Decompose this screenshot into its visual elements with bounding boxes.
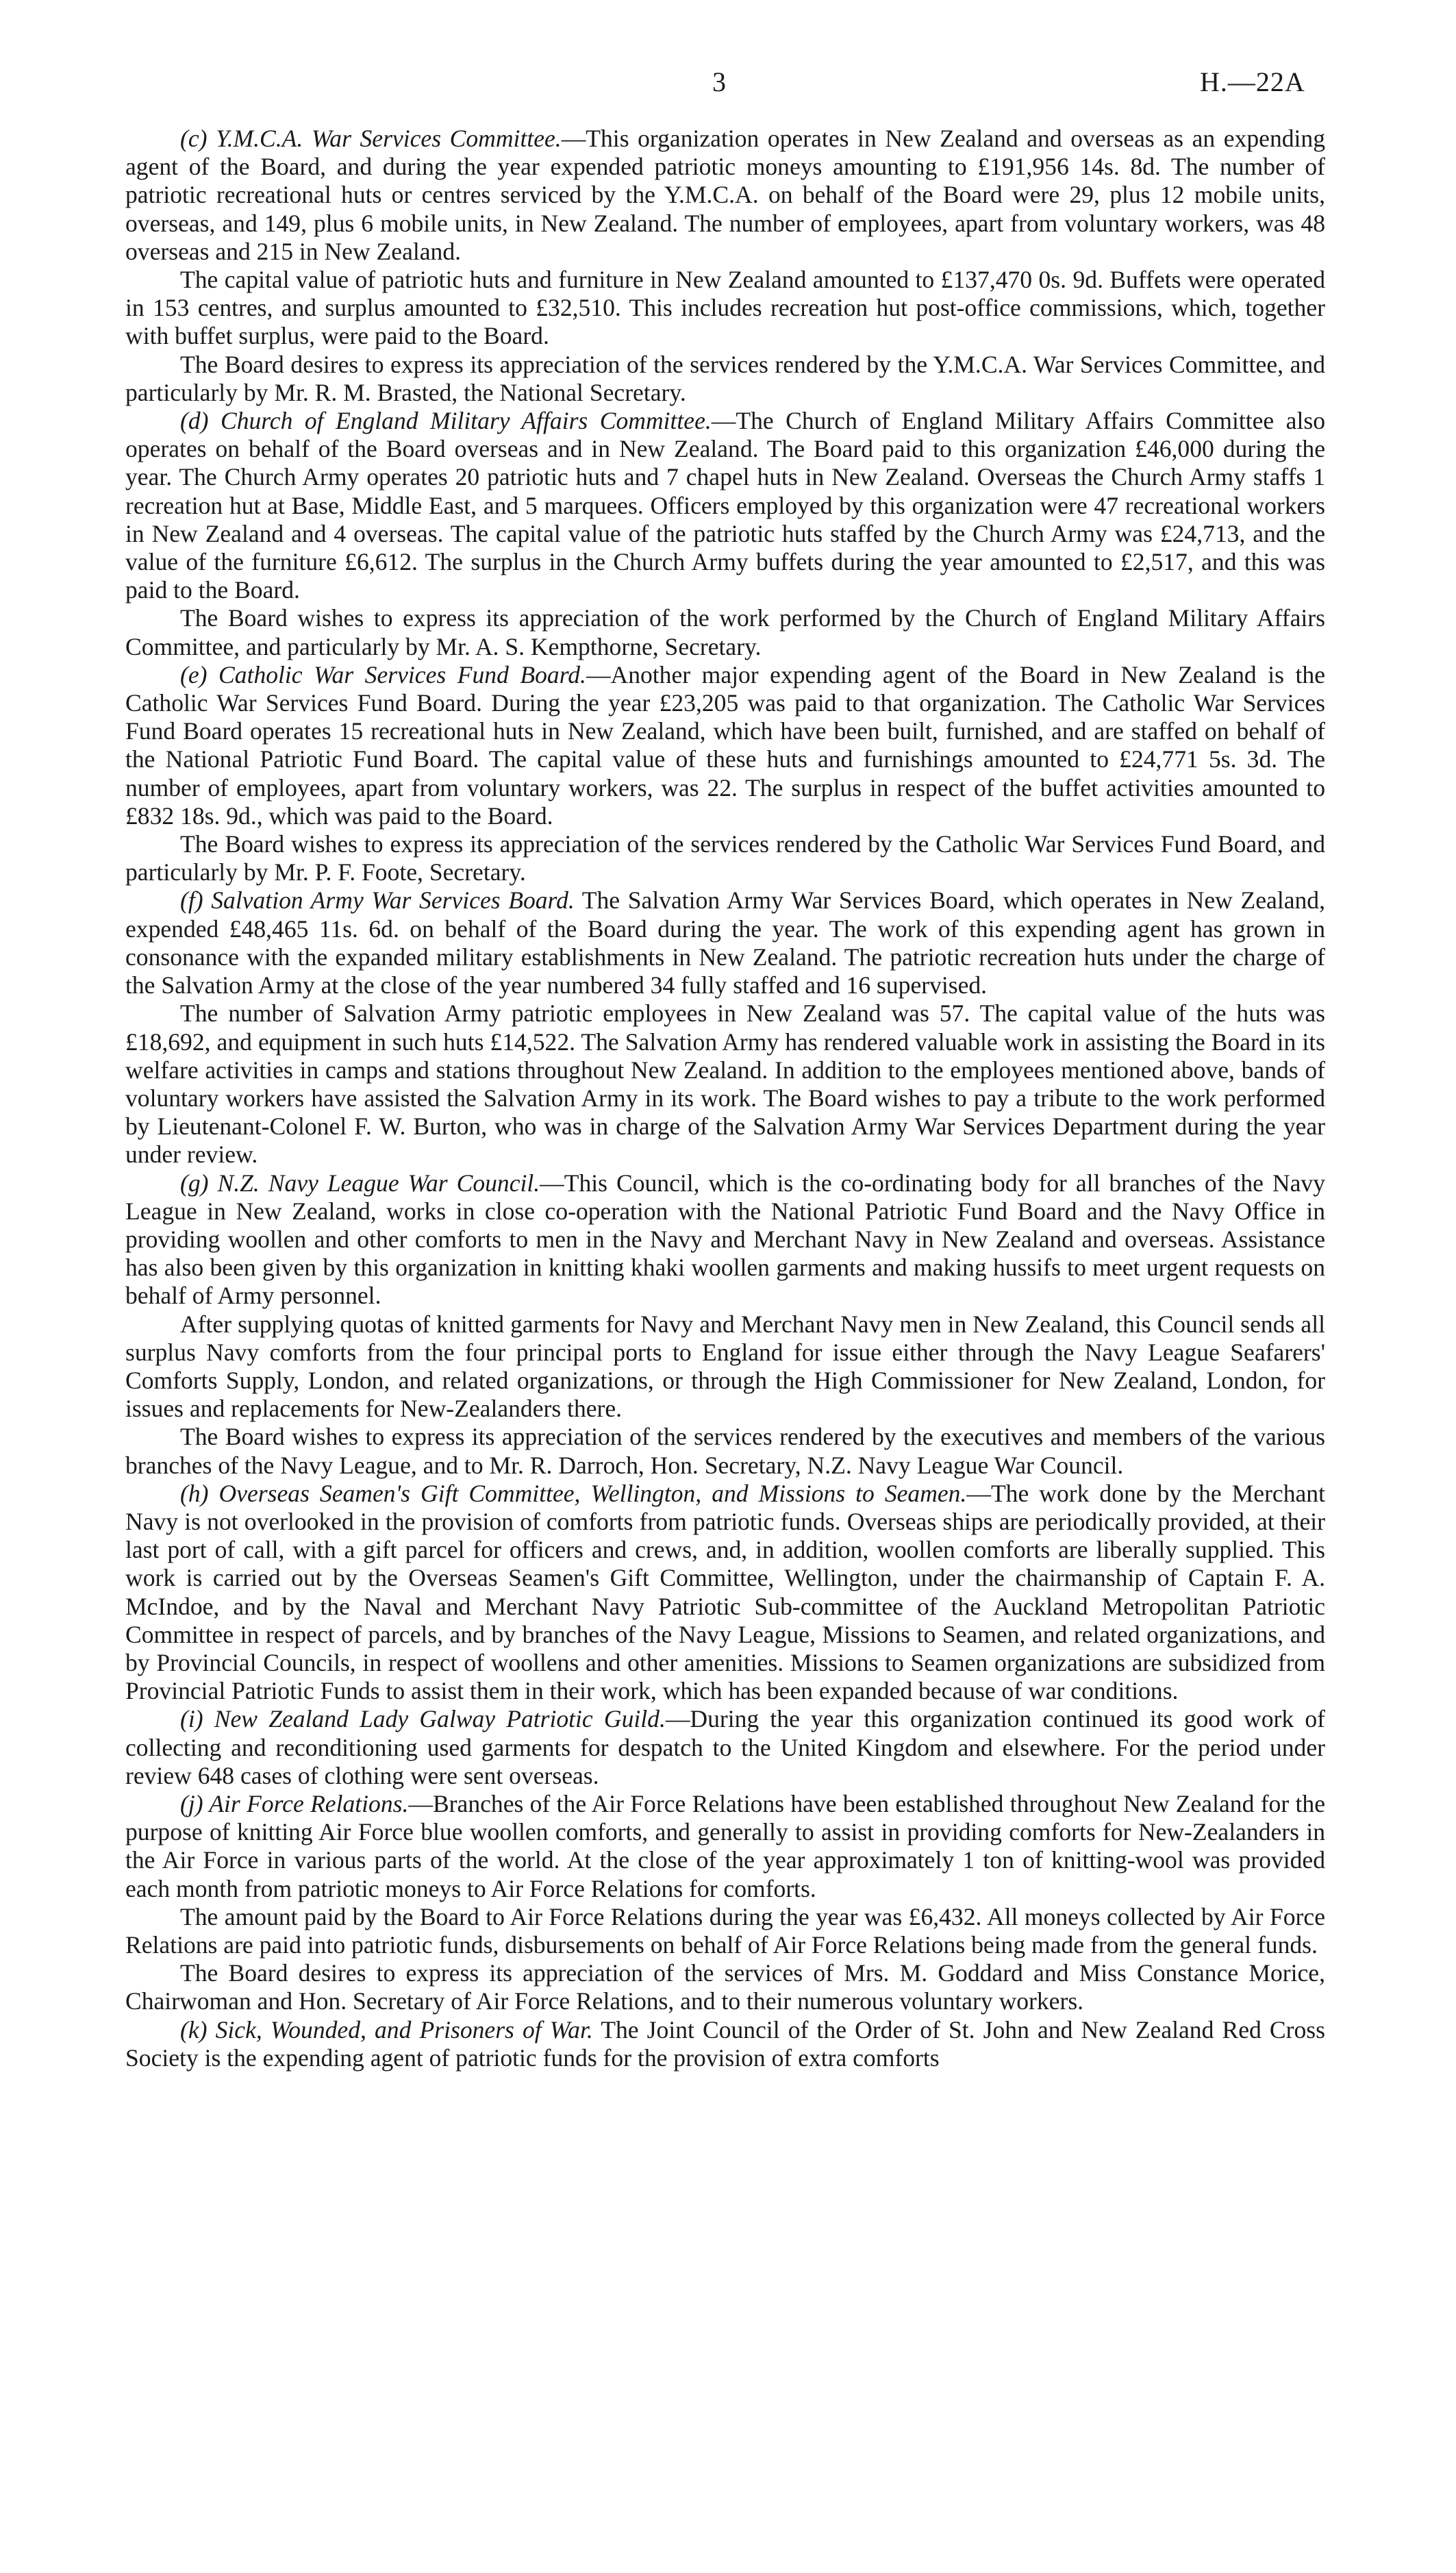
section-j-paragraph-2: The amount paid by the Board to Air Force Relations during the year was £6,432. All moneys collected by Air Force Relations are paid into patriotic funds, disbursements on behalf of Air Force Relations being made from the general funds. <box>125 1902 1325 1959</box>
section-c-paragraph-3: The Board desires to express its appreciation of the services rendered by the Y.M.C.A. War Services Committee, and particularly by Mr. R. M. Brasted, the National Secretary. <box>125 350 1325 406</box>
section-h-paragraph-1: (h) Overseas Seamen's Gift Committee, Wellington, and Missions to Seamen.—The work done by the Merchant Navy is not overlooked in the provision of comforts from patriotic funds. Overseas ships are periodically provided, at their last port of call, with a gift parcel for officers and crews, and, in addition, woollen comforts are liberally supplied. This work is carried out by the Overseas Seamen's Gift Committee, Wellington, under the chairmanship of Captain F. A. McIndoe, and by the Naval and Merchant Navy Patriotic Sub-committee of the Auckland Metropolitan Patriotic Committee in respect of parcels, and by branches of the Navy League, Missions to Seamen, and related organizations, and by Provincial Councils, in respect of woollens and other amenities. Missions to Seamen organizations are subsidized from Provincial Patriotic Funds to assist them in their work, which has been expanded because of war conditions. <box>125 1479 1325 1705</box>
section-j-paragraph-1: (j) Air Force Relations.—Branches of the Air Force Relations have been established throughout New Zealand for the purpose of knitting Air Force blue woollen comforts, and generally to assist in providing comforts for New-Zealanders in the Air Force in various parts of the world. At the close of the year approximately 1 ton of knitting-wool was provided each month from patriotic moneys to Air Force Relations for comforts. <box>125 1789 1325 1902</box>
section-e-paragraph-2: The Board wishes to express its appreciation of the services rendered by the Catholic War Services Fund Board, and particularly by Mr. P. F. Foote, Secretary. <box>125 830 1325 886</box>
document-body <box>125 125 1325 2072</box>
section-f-paragraph-2: The number of Salvation Army patriotic employees in New Zealand was 57. The capital value of the huts was £18,692, and equipment in such huts £14,522. The Salvation Army has rendered valuable work in assisting the Board in its welfare activities in camps and stations throughout New Zealand. In addition to the employees mentioned above, bands of voluntary workers have assisted the Salvation Army in its work. The Board wishes to pay a tribute to the work performed by Lieutenant-Colonel F. W. Burton, who was in charge of the Salvation Army War Services Department during the year under review. <box>125 999 1325 1169</box>
section-i-heading: (i) New Zealand Lady Galway Patriotic Guild. <box>180 1705 666 1733</box>
section-j-heading: (j) Air Force Relations. <box>180 1789 409 1817</box>
section-c-paragraph-2: The capital value of patriotic huts and furniture in New Zealand amounted to £137,470 0s. 9d. Buffets were operated in 153 centres, and surplus amounted to £32,510. This includes recreation hut post-office commissions, which, together with buffet surplus, were paid to the Board. <box>125 266 1325 350</box>
section-f-heading: (f) Salvation Army War Services Board. <box>180 886 575 915</box>
section-g-paragraph-2: After supplying quotas of knitted garments for Navy and Merchant Navy men in New Zealand, this Council sends all surplus Navy comforts from the four principal ports to England for issue either through the Navy League Seafarers' Comforts Supply, London, and related organizations, or through the High Commissioner for New Zealand, London, for issues and replacements for New-Zealanders there. <box>125 1310 1325 1423</box>
section-g-paragraph-3: The Board wishes to express its appreciation of the services rendered by the executives and members of the various branches of the Navy League, and to Mr. R. Darroch, Hon. Secretary, N.Z. Navy League War Council. <box>125 1423 1325 1479</box>
section-c-heading: (c) Y.M.C.A. War Services Committee. <box>180 125 562 152</box>
document-reference: H.—22A <box>1200 66 1305 97</box>
section-j-paragraph-3: The Board desires to express its appreciation of the services of Mrs. M. Goddard and Miss Constance Morice, Chairwoman and Hon. Secretary of Air Force Relations, and to their numerous voluntary workers. <box>125 1959 1325 2015</box>
section-d-paragraph-2: The Board wishes to express its appreciation of the work performed by the Church of England Military Affairs Committee, and particularly by Mr. A. S. Kempthorne, Secretary. <box>125 604 1325 660</box>
section-k-heading: (k) Sick, Wounded, and Prisoners of War. <box>180 2015 593 2043</box>
section-e-paragraph-1: (e) Catholic War Services Fund Board.—Another major expending agent of the Board in New Zealand is the Catholic War Services Fund Board. During the year £23,205 was paid to that organization. The Catholic War Services Fund Board operates 15 recreational huts in New Zealand, which have been built, furnished, and are staffed on behalf of the National Patriotic Fund Board. The capital value of these huts and furnishings amounted to £24,771 5s. 3d. The number of employees, apart from voluntary workers, was 22. The surplus in respect of the buffet activities amounted to £832 18s. 9d., which was paid to the Board. <box>125 660 1325 830</box>
section-d-heading: (d) Church of England Military Affairs Committee. <box>180 407 712 435</box>
section-c-paragraph-1: (c) Y.M.C.A. War Services Committee.—This organization operates in New Zealand and overseas as an expending agent of the Board, and during the year expended patriotic moneys amounting to £191,956 14s. 8d. The number of patriotic recreational huts or centres serviced by the Y.M.C.A. on behalf of the Board were 29, plus 12 mobile units, overseas, and 149, plus 6 mobile units, in New Zealand. The number of employees, apart from voluntary workers, was 48 overseas and 215 in New Zealand. <box>125 125 1325 265</box>
section-g-heading: (g) N.Z. Navy League War Council. <box>180 1169 540 1197</box>
section-h-heading: (h) Overseas Seamen's Gift Committee, Wellington, and Missions to Seamen. <box>180 1479 967 1507</box>
page-number: 3 <box>712 66 727 97</box>
section-f-paragraph-1: (f) Salvation Army War Services Board. The Salvation Army War Services Board, which operates in New Zealand, expended £48,465 11s. 6d. on behalf of the Board during the year. The work of this expending agent has grown in consonance with the expanded military establishments in New Zealand. The patriotic recreation huts under the charge of the Salvation Army at the close of the year numbered 34 fully staffed and 16 supervised. <box>125 886 1325 999</box>
section-i-paragraph-1: (i) New Zealand Lady Galway Patriotic Guild.—During the year this organization continued its good work of collecting and reconditioning used garments for despatch to the United Kingdom and elsewhere. For the period under review 648 cases of clothing were sent overseas. <box>125 1705 1325 1789</box>
section-g-paragraph-1: (g) N.Z. Navy League War Council.—This Council, which is the co-ordinating body for all branches of the Navy League in New Zealand, works in close co-operation with the National Patriotic Fund Board and the Navy Office in providing woollen and other comforts to men in the Navy and Merchant Navy in New Zealand and overseas. Assistance has also been given by this organization in knitting khaki woollen garments and making hussifs to meet urgent requests on behalf of Army personnel. <box>125 1169 1325 1310</box>
section-k-paragraph-1: (k) Sick, Wounded, and Prisoners of War. The Joint Council of the Order of St. John and New Zealand Red Cross Society is the expending agent of patriotic funds for the provision of extra comforts <box>125 2015 1325 2072</box>
section-e-heading: (e) Catholic War Services Fund Board. <box>180 660 586 688</box>
section-d-paragraph-1: (d) Church of England Military Affairs Committee.—The Church of England Military Affairs Committee also operates on behalf of the Board overseas and in New Zealand. The Board paid to this organization £46,000 during the year. The Church Army operates 20 patriotic huts and 7 chapel huts in New Zealand. Overseas the Church Army staffs 1 recreation hut at Base, Middle East, and 5 marquees. Officers employed by this organization were 47 recreational workers in New Zealand and 4 overseas. The capital value of the patriotic huts staffed by the Church Army was £24,713, and the value of the furniture £6,612. The surplus in the Church Army buffets during the year amounted to £2,517, and this was paid to the Board. <box>125 407 1325 604</box>
